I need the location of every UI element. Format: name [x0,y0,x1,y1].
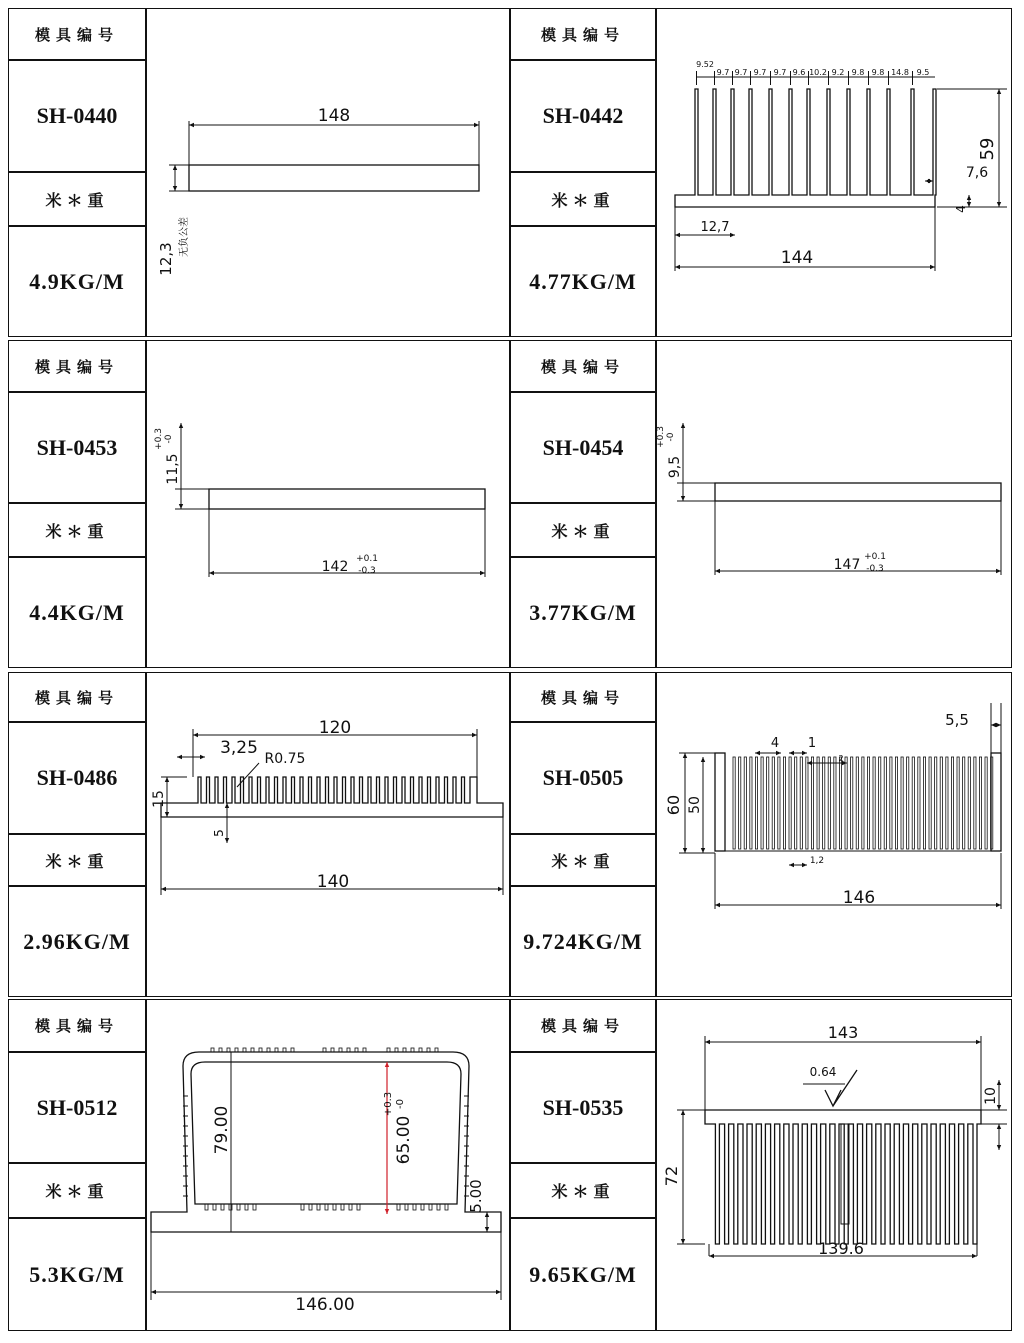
model-code-text: SH-0453 [36,434,118,460]
fin-pitch-label: 9.7 [773,68,787,77]
mold-number-header [8,340,146,392]
fin-pitch-label: 3,25 [220,738,258,758]
weight-per-meter-label [8,834,146,886]
dimension-arrow [709,1254,714,1258]
mold-number-header-text: 模具编号 [540,1017,625,1035]
flange-thickness-label: 5.00 [467,1179,485,1213]
top-width-label: 143 [827,1023,859,1042]
tolerance-lower-label: -0 [395,1099,406,1109]
radius-label: R0.75 [264,751,306,767]
width-dimension-label: 144 [780,248,814,268]
mold-number-header-text: 模具编号 [540,357,625,376]
width-dimension-label: 140 [316,872,350,892]
weight-per-meter-label-text: 米＊重 [45,521,109,541]
model-code [510,60,656,172]
heatsink-fin [817,757,819,849]
tolerance-lower-label: -0 [164,434,174,444]
weight-per-meter-label-text: 米＊重 [45,1182,109,1201]
heatsink-profile [161,777,503,817]
heatsink-fin [873,757,875,849]
weight-value [8,557,146,668]
heatsink-fin [935,757,937,849]
tolerance-upper-label: +0.1 [864,552,886,562]
height-dimension-label: 72 [662,1165,681,1187]
weight-value [510,226,656,337]
drawing-sh-0454 [657,341,1013,669]
fin-pitch-label: 9.7 [753,68,767,77]
heatsink-fin [985,757,987,849]
heatsink-fin [811,757,813,849]
dimension-arrow [165,812,169,817]
weight-per-meter-label-text: 米＊重 [551,1182,615,1201]
heatsink-fin [783,757,785,849]
dimension-arrow [967,195,971,200]
bottom-rib [437,1204,440,1210]
dimension-arrow [776,751,781,755]
tolerance-upper-label: +0.3 [656,426,666,448]
heatsink-fin [862,757,864,849]
weight-per-meter-label [8,1163,146,1218]
bottom-rib [253,1204,256,1210]
drawing-sh-0486 [147,673,511,998]
heatsink-fin [884,757,886,849]
bottom-rib [413,1204,416,1210]
heatsink-fin [761,757,763,849]
bottom-rib [333,1204,336,1210]
dimension-arrow [161,887,166,891]
heatsink-fin [839,757,841,849]
mold-number-header [510,8,656,60]
dimension-arrow [200,755,205,759]
model-code [510,722,656,834]
heatsink-fin [800,757,802,849]
mold-number-header-text: 模具编号 [34,357,119,376]
width-dimension-label: 148 [317,106,351,126]
model-code-text: SH-0442 [542,103,624,128]
outer-height-label: 60 [664,794,683,816]
drawing-sh-0505 [657,673,1013,998]
dimension-arrow [996,903,1001,907]
dimension-arrow [681,1239,685,1244]
weight-value-text: 4.9KG/M [29,268,125,294]
heatsink-fin [851,757,853,849]
base-thickness-label: 5 [212,829,226,837]
width-dimension-label: 147 [833,557,861,573]
width-dimension-label: 146.00 [295,1295,355,1315]
bottom-rib [237,1204,240,1210]
dimension-arrow [496,1290,501,1294]
dimension-arrow [151,1290,156,1294]
heatsink-fin [963,757,965,849]
dimension-arrow [193,733,198,737]
dimension-arrow [997,1124,1001,1129]
dimension-arrow [189,123,194,127]
heatsink-fin [940,757,942,849]
model-code-text: SH-0486 [36,765,118,790]
profile-drawing-sh-0535 [656,999,1012,1331]
heatsink-fin [823,757,825,849]
heatsink-fin [929,757,931,849]
dimension-arrow [802,751,807,755]
tolerance-lower-label: -0.3 [866,564,884,574]
mold-number-header [510,340,656,392]
bottom-rib [349,1204,352,1210]
fin-pitch-label: 10.2 [809,68,827,77]
drawing-sh-0442 [657,9,1013,338]
gap-label: 4 [770,736,780,751]
weight-value-text: 9.724KG/M [523,928,643,954]
heatsink-fin [755,757,757,849]
fin-span-label: 120 [318,718,352,738]
leader-line [237,763,259,787]
bar-profile [189,165,479,191]
fin-pitch-label: 9.6 [792,68,806,77]
end-fin [715,753,725,851]
dimension-arrow [177,755,182,759]
inner-height-label: 50 [687,796,703,814]
heatsink-profile [675,89,936,207]
dimension-arrow [385,1062,389,1067]
dimension-arrow [683,848,687,853]
profile-drawing-sh-0442 [656,8,1012,337]
dimension-arrow [789,863,794,867]
drawing-sh-0512 [147,1000,511,1332]
dimension-arrow [675,233,680,237]
bottom-rib [397,1204,400,1210]
bottom-rib [429,1204,432,1210]
mold-number-header-text: 模具编号 [540,25,625,44]
model-code-text: SH-0505 [542,765,624,790]
weight-per-meter-label-text: 米＊重 [45,190,109,210]
heatsink-fin [806,757,808,849]
dimension-arrow [179,504,183,509]
dimension-arrow [701,757,705,762]
heatsink-fin [795,757,797,849]
model-code [8,1052,146,1163]
heatsink-fin [767,757,769,849]
bar-profile [209,489,485,509]
weight-value [8,1218,146,1331]
mold-number-header [8,672,146,722]
profile-drawing-sh-0505 [656,672,1012,997]
weight-value-text: 3.77KG/M [529,599,637,625]
heatsink-fin [890,757,892,849]
heatsink-fin [739,757,741,849]
fin-pitch-label: 9.7 [716,68,730,77]
dimension-arrow [683,753,687,758]
model-code-text: SH-0440 [36,103,118,128]
mold-number-header-text: 模具编号 [540,688,625,707]
mold-number-header-text: 模具编号 [34,688,119,707]
profile-drawing-sh-0486 [146,672,510,997]
dimension-arrow [165,777,169,782]
heatsink-fin [879,757,881,849]
fin-thickness-label: 1 [807,736,817,751]
dimension-arrow [675,265,680,269]
heatsink-fin [733,757,735,849]
heatsink-fin [778,757,780,849]
fin-pitch-label: 9.8 [851,68,865,77]
model-code [510,1052,656,1163]
dimension-arrow [996,723,1001,727]
dimension-arrow [701,848,705,853]
dimension-arrow [789,751,794,755]
height-dimension-label: 11,5 [165,453,181,485]
dimension-arrow [485,1227,489,1232]
dimension-arrow [997,202,1001,207]
heatsink-fin [856,757,858,849]
heatsink-fin [991,757,993,849]
mold-number-header-text: 模具编号 [34,1017,119,1035]
dimension-arrow [996,569,1001,573]
mold-number-header-text: 模具编号 [34,25,119,44]
bar-profile [715,483,1001,501]
model-code-text: SH-0535 [542,1094,624,1120]
mold-number-header [8,999,146,1052]
drawing-sh-0453 [147,341,511,669]
model-code [8,722,146,834]
dimension-arrow [681,423,685,428]
dimension-arrow [480,571,485,575]
bottom-rib [341,1204,344,1210]
weight-per-meter-label [510,503,656,557]
width-dimension-label: 142 [321,559,349,575]
heatsink-fin [901,757,903,849]
dimension-arrow [930,265,935,269]
fin-root-label: 1,2 [809,856,825,866]
model-code-text: SH-0454 [542,434,624,460]
heatsink-fin [957,757,959,849]
dimension-arrow [755,751,760,755]
dimension-arrow [225,838,229,843]
dimension-arrow [928,179,933,183]
heatsink-fin [834,757,836,849]
fin-pitch-label: 9.2 [831,68,845,77]
dimension-arrow [997,1080,1001,1085]
bottom-rib [205,1204,208,1210]
weight-per-meter-label-text: 米＊重 [45,851,109,871]
bottom-rib [301,1204,304,1210]
dimension-arrow [997,89,1001,94]
tolerance-lower-label: -0.3 [358,566,376,576]
dimension-arrow [730,233,735,237]
height-dimension-label: 12,3 [157,242,175,276]
heatsink-fin [867,757,869,849]
heatsink-fin [918,757,920,849]
model-code [8,392,146,503]
bottom-rib [213,1204,216,1210]
heatsink-fin [912,757,914,849]
heatsink-fin [951,757,953,849]
bottom-rib [421,1204,424,1210]
tolerance-lower-label: -0 [666,432,676,442]
fin-thickness-label: 7,6 [965,165,989,181]
dimension-arrow [681,1110,685,1115]
dimension-arrow [173,186,177,191]
weight-per-meter-label [8,503,146,557]
model-code-text: SH-0512 [36,1094,118,1120]
weight-value-text: 5.3KG/M [29,1261,125,1287]
dimension-arrow [997,1145,1001,1150]
fin-pitch-label: 9.5 [916,68,930,77]
weight-value-text: 4.77KG/M [529,268,637,294]
fin-tip-label: 2 [838,754,844,763]
bottom-rib [221,1204,224,1210]
base-thickness-label: 4 [954,205,968,213]
height-dimension-label: 15 [151,790,167,808]
bottom-rib [317,1204,320,1210]
weight-value [8,886,146,997]
tolerance-note-label: 无负公差 [179,217,190,257]
dimension-arrow [179,423,183,428]
width-dimension-label: 146 [842,888,876,908]
heatsink-fin [789,757,791,849]
weight-per-meter-label-text: 米＊重 [551,190,615,210]
bottom-width-label: 139.6 [818,1239,864,1258]
fin-pitch-label: 14.8 [891,68,909,77]
fin-pitch-label: 9.8 [871,68,885,77]
offset-dimension-label: 12,7 [700,220,730,235]
dimension-arrow [474,123,479,127]
mold-number-header [510,672,656,722]
weight-value [8,226,146,337]
bottom-rib [245,1204,248,1210]
heatsink-fin [772,757,774,849]
weight-per-meter-label [510,1163,656,1218]
drawing-sh-0535 [657,1000,1013,1332]
heatsink-fin [895,757,897,849]
tolerance-upper-label: +0.3 [154,428,164,450]
dimension-arrow [472,733,477,737]
inner-height-label: 65.00 [394,1115,414,1165]
profile-drawing-sh-0440 [146,8,510,337]
height-dimension-label: 9,5 [667,455,683,479]
model-code [510,392,656,503]
mold-number-header [510,999,656,1052]
dimension-arrow [681,496,685,501]
dimension-arrow [715,569,720,573]
drawing-sh-0440 [147,9,511,338]
profile-drawing-sh-0454 [656,340,1012,668]
base-thickness-label: 10 [983,1087,999,1105]
heatsink-fin [750,757,752,849]
outer-height-label: 79.00 [212,1105,232,1155]
profile-drawing-sh-0453 [146,340,510,668]
bottom-rib [309,1204,312,1210]
dimension-arrow [802,863,807,867]
dimension-arrow [225,803,229,808]
weight-per-meter-label-text: 米＊重 [551,521,615,541]
heatsink-fin [968,757,970,849]
model-code [8,60,146,172]
weight-value-text: 2.96KG/M [23,928,131,954]
dimension-arrow [705,1040,710,1044]
weight-value-text: 9.65KG/M [529,1261,637,1287]
dimension-arrow [972,1254,977,1258]
tolerance-upper-label: +0.1 [356,554,378,564]
fin-pitch-label: 9.52 [696,60,714,69]
heatsink-fin [845,757,847,849]
dimension-arrow [385,1209,389,1214]
dimension-arrow [498,887,503,891]
dimension-arrow [173,165,177,170]
height-dimension-label: 59 [977,137,998,161]
mold-number-header [8,8,146,60]
weight-per-meter-label [510,834,656,886]
heatsink-fin [974,757,976,849]
heatsink-fin [907,757,909,849]
bottom-rib [357,1204,360,1210]
bottom-rib [405,1204,408,1210]
enclosure-outer [151,1052,501,1232]
bottom-rib [325,1204,328,1210]
profile-drawing-sh-0512 [146,999,510,1331]
heatsink-fin [946,757,948,849]
roughness-label: 0.64 [809,1065,837,1079]
heatsink-fin [828,757,830,849]
weight-value [510,557,656,668]
dimension-arrow [991,723,996,727]
heatsink-fin [923,757,925,849]
weight-per-meter-label-text: 米＊重 [551,851,615,871]
bottom-rib [445,1204,448,1210]
dimension-arrow [976,1040,981,1044]
heatsink-fin [979,757,981,849]
dimension-arrow [715,903,720,907]
dimension-arrow [209,571,214,575]
weight-value-text: 4.4KG/M [29,599,125,625]
fin-pitch-label: 9.7 [734,68,748,77]
weight-per-meter-label [8,172,146,226]
weight-per-meter-label [510,172,656,226]
top-width-label: 5,5 [945,711,969,729]
weight-value [510,1218,656,1331]
heatsink-fin [744,757,746,849]
dimension-arrow [485,1212,489,1217]
tolerance-upper-label: +0.3 [383,1091,394,1117]
weight-value [510,886,656,997]
